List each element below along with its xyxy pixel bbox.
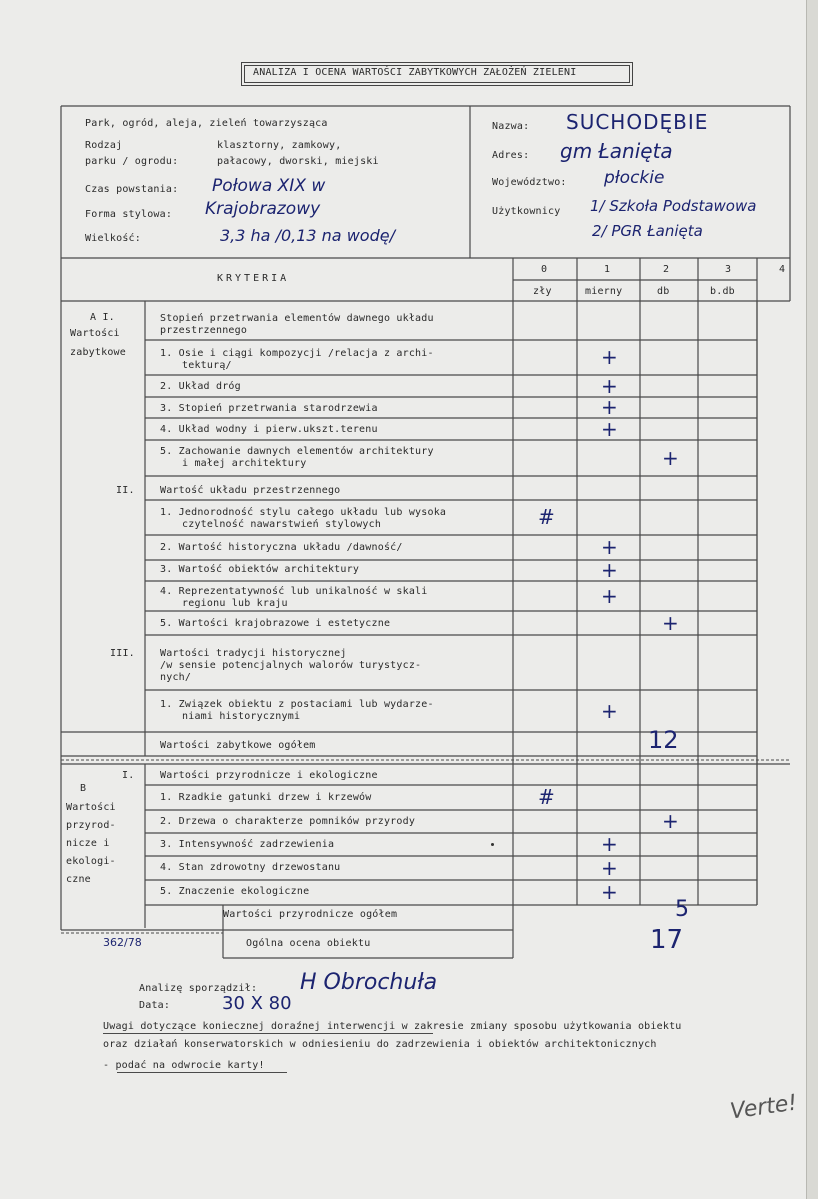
group2-num: II. — [116, 485, 135, 496]
reference-number: 362/78 — [103, 936, 142, 949]
col-label-1: mierny — [585, 286, 623, 297]
a2-mark-5: + — [662, 611, 679, 635]
b-mark-5: + — [601, 880, 618, 904]
stray-dot — [491, 843, 494, 846]
adres-value: gm Łanięta — [560, 139, 673, 163]
criterion-b-5: 5. Znaczenie ekologiczne — [160, 886, 310, 897]
criterion-a2-1-cont: czytelność nawarstwień stylowych — [182, 519, 382, 530]
b-mark-1: # — [538, 785, 555, 809]
author-label: Analizę sporządził: — [139, 983, 258, 994]
section-b-label-6: czne — [66, 874, 91, 885]
date-value: 30 X 80 — [222, 993, 292, 1014]
a2-mark-3: + — [601, 558, 618, 582]
criterion-a1-1-cont: tekturą/ — [182, 360, 232, 371]
note-underline-2 — [117, 1072, 287, 1073]
author-signature: H Obrochuła — [300, 970, 438, 995]
overall-value: 17 — [650, 925, 684, 955]
group3-title-3: nych/ — [160, 672, 192, 683]
group1-title-1: Stopień przetrwania elementów dawnego układu — [160, 313, 434, 324]
uzytkownicy-value-2: 2/ PGR Łanięta — [592, 222, 703, 240]
b-mark-4: + — [601, 856, 618, 880]
total-b-label: Wartości przyrodnicze ogółem — [223, 909, 398, 920]
criterion-a1-2: 2. Układ dróg — [160, 381, 241, 392]
wojewodztwo-value: płockie — [604, 168, 665, 188]
b-mark-2: + — [662, 809, 679, 833]
section-b-label-4: nicze i — [66, 838, 110, 849]
section-a-label-3: zabytkowe — [70, 347, 126, 358]
criterion-a1-4: 4. Układ wodny i pierw.ukszt.terenu — [160, 424, 378, 435]
uzytkownicy-value-1: 1/ Szkoła Podstawowa — [590, 197, 757, 215]
note-line-3: - podać na odwrocie karty! — [103, 1060, 265, 1071]
object-type-options: Park, ogród, aleja, zieleń towarzysząca — [85, 118, 328, 129]
a2-mark-1: # — [538, 505, 555, 529]
section-a-label: A I. — [90, 312, 115, 323]
criterion-b-1: 1. Rzadkie gatunki drzew i krzewów — [160, 792, 372, 803]
b-mark-3: + — [601, 832, 618, 856]
note-line-2: oraz działań konserwatorskich w odniesieniu do zadrzewienia i obiektów architektonicznych — [103, 1039, 657, 1050]
wielkosc-label: Wielkość: — [85, 233, 141, 244]
note-line-1: Uwagi dotyczące koniecznej doraźnej interwencji w zakresie zmiany sposobu użytkowania obiektu — [103, 1021, 682, 1032]
group3-title-2: /w sensie potencjalnych walorów turystycz- — [160, 660, 422, 671]
criterion-a2-4: 4. Reprezentatywność lub unikalność w skali — [160, 586, 428, 597]
document-title: ANALIZA I OCENA WARTOŚCI ZABYTKOWYCH ZAŁOŻEŃ ZIELENI — [253, 67, 577, 78]
a2-mark-4: + — [601, 584, 618, 608]
a1-mark-3: + — [601, 395, 618, 419]
wojewodztwo-label: Województwo: — [492, 177, 567, 188]
section-b-label-5: ekologi- — [66, 856, 116, 867]
col-label-2: db — [657, 286, 670, 297]
rodzaj-options-2: pałacowy, dworski, miejski — [217, 156, 379, 167]
section-a-label-2: Wartości — [70, 328, 120, 339]
criterion-a3-1: 1. Związek obiektu z postaciami lub wydarze- — [160, 699, 434, 710]
a1-mark-5: + — [662, 446, 679, 470]
col-num-0: 0 — [541, 264, 548, 275]
a1-mark-4: + — [601, 417, 618, 441]
rodzaj-label: Rodzaj — [85, 140, 123, 151]
group2-title: Wartość układu przestrzennego — [160, 485, 341, 496]
date-label: Data: — [139, 1000, 171, 1011]
wielkosc-value: 3,3 ha /0,13 na wodę/ — [220, 226, 395, 245]
criterion-a2-4-cont: regionu lub kraju — [182, 598, 288, 609]
criterion-a2-2: 2. Wartość historyczna układu /dawność/ — [160, 542, 403, 553]
criterion-b-4: 4. Stan zdrowotny drzewostanu — [160, 862, 341, 873]
section-b-label-1: B — [80, 783, 87, 794]
group3-num: III. — [110, 648, 135, 659]
criterion-b-3: 3. Intensywność zadrzewienia — [160, 839, 335, 850]
col-label-3: b.db — [710, 286, 735, 297]
czas-value: Połowa XIX w — [212, 176, 326, 196]
criterion-a2-5: 5. Wartości krajobrazowe i estetyczne — [160, 618, 391, 629]
uzytkownicy-label: Użytkownicy — [492, 206, 561, 217]
total-b-value: 5 — [675, 897, 689, 922]
criterion-a1-5-cont: i małej architektury — [182, 458, 307, 469]
criterion-b-2: 2. Drzewa o charakterze pomników przyrody — [160, 816, 416, 827]
criterion-a3-1-cont: niami historycznymi — [182, 711, 301, 722]
nazwa-value: SUCHODĘBIE — [566, 110, 709, 134]
czas-label: Czas powstania: — [85, 184, 179, 195]
criterion-a1-1: 1. Osie i ciągi kompozycji /relacja z archi- — [160, 348, 434, 359]
forma-value: Krajobrazowy — [205, 199, 321, 219]
criterion-a2-1: 1. Jednorodność stylu całego układu lub wysoka — [160, 507, 447, 518]
col-num-3: 3 — [725, 264, 732, 275]
parku-label: parku / ogrodu: — [85, 156, 179, 167]
col-label-0: zły — [533, 286, 552, 297]
section-b-label-2: Wartości — [66, 802, 116, 813]
adres-label: Adres: — [492, 150, 530, 161]
overall-label: Ogólna ocena obiektu — [246, 938, 371, 949]
col-num-2: 2 — [663, 264, 670, 275]
a2-mark-2: + — [601, 535, 618, 559]
section-b-num: I. — [122, 770, 135, 781]
total-a-value: 12 — [648, 726, 679, 754]
total-a-label: Wartości zabytkowe ogółem — [160, 740, 316, 751]
section-b-label-3: przyrod- — [66, 820, 116, 831]
a1-mark-1: + — [601, 345, 618, 369]
verte-note: Verte! — [728, 1090, 799, 1125]
criterion-a2-3: 3. Wartość obiektów architektury — [160, 564, 360, 575]
col-num-4: 4 — [779, 264, 786, 275]
forma-label: Forma stylowa: — [85, 209, 173, 220]
note-underline-1 — [103, 1033, 433, 1034]
nazwa-label: Nazwa: — [492, 121, 530, 132]
criterion-a1-5: 5. Zachowanie dawnych elementów architektury — [160, 446, 434, 457]
kryteria-header: KRYTERIA — [217, 273, 290, 284]
section-b-title: Wartości przyrodnicze i ekologiczne — [160, 770, 378, 781]
col-num-1: 1 — [604, 264, 611, 275]
criterion-a1-3: 3. Stopień przetrwania starodrzewia — [160, 403, 378, 414]
rodzaj-options-1: klasztorny, zamkowy, — [217, 140, 342, 151]
a3-mark-1: + — [601, 699, 618, 723]
a1-mark-2: + — [601, 374, 618, 398]
group1-title-2: przestrzennego — [160, 325, 248, 336]
group3-title-1: Wartości tradycji historycznej — [160, 648, 347, 659]
